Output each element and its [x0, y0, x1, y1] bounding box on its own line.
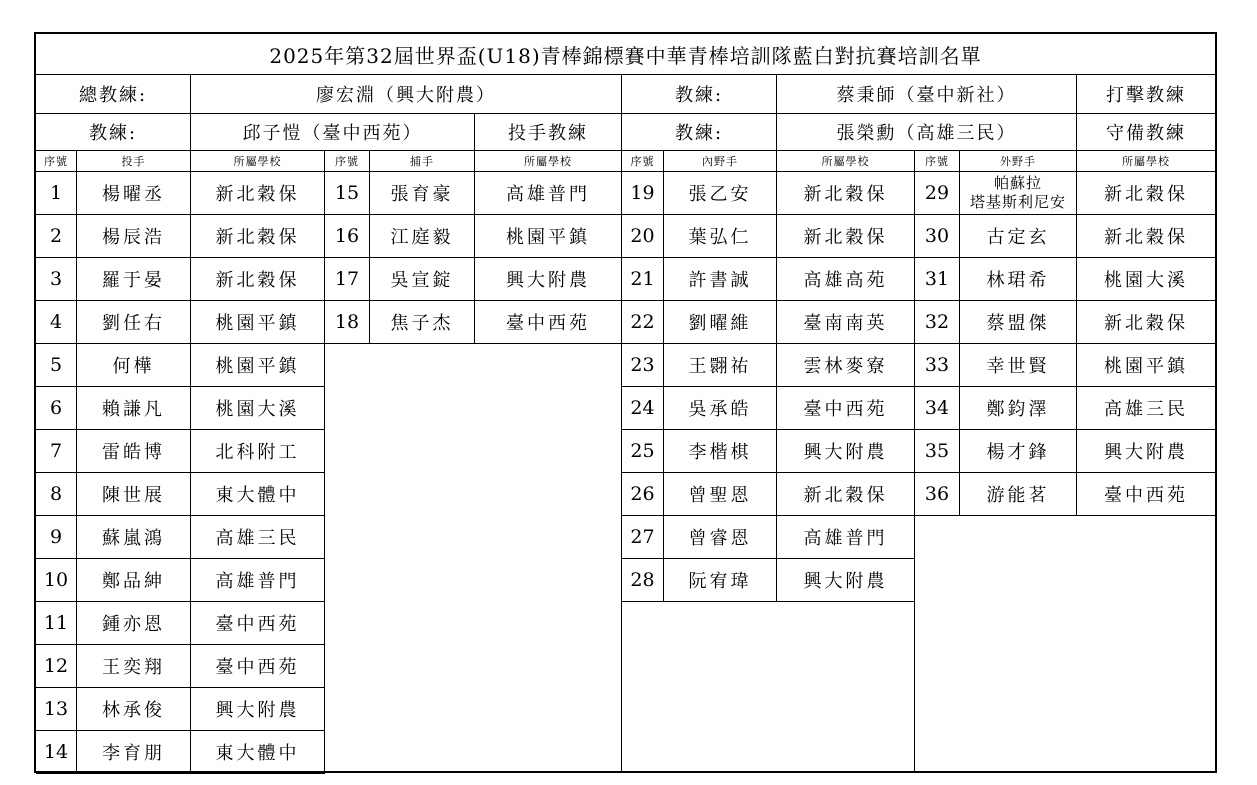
header-school: 所屬學校 [1077, 151, 1215, 172]
player-school: 興大附農 [475, 258, 622, 301]
player-number: 23 [622, 344, 664, 387]
player-name: 游能茗 [960, 473, 1077, 516]
player-number: 33 [915, 344, 960, 387]
player-number: 36 [915, 473, 960, 516]
player-school: 新北穀保 [191, 172, 325, 215]
header-pitchers: 投手 [77, 151, 191, 172]
roster-title: 2025年第32屆世界盃(U18)青棒錦標賽中華青棒培訓隊藍白對抗賽培訓名單 [36, 34, 1215, 75]
player-school: 桃園平鎮 [475, 215, 622, 258]
player-school: 高雄高苑 [777, 258, 915, 301]
player-school: 桃園大溪 [191, 387, 325, 430]
player-number: 1 [36, 172, 77, 215]
player-number: 4 [36, 301, 77, 344]
player-name: 張育豪 [370, 172, 475, 215]
player-school: 新北穀保 [1077, 172, 1215, 215]
header-school: 所屬學校 [191, 151, 325, 172]
player-name: 陳世展 [77, 473, 191, 516]
player-number: 5 [36, 344, 77, 387]
player-name: 江庭毅 [370, 215, 475, 258]
player-name: 雷皓博 [77, 430, 191, 473]
player-number: 10 [36, 559, 77, 602]
header-catchers: 捕手 [370, 151, 475, 172]
player-school: 新北穀保 [777, 473, 915, 516]
player-name: 焦子杰 [370, 301, 475, 344]
player-school: 臺南南英 [777, 301, 915, 344]
player-school: 桃園平鎮 [1077, 344, 1215, 387]
player-number: 25 [622, 430, 664, 473]
header-school: 所屬學校 [777, 151, 915, 172]
player-number: 7 [36, 430, 77, 473]
player-number: 21 [622, 258, 664, 301]
player-name: 古定玄 [960, 215, 1077, 258]
player-number: 29 [915, 172, 960, 215]
player-number: 8 [36, 473, 77, 516]
player-school: 興大附農 [1077, 430, 1215, 473]
coach-name: 邱子愷（臺中西苑） [191, 114, 475, 151]
player-name: 鍾亦恩 [77, 602, 191, 645]
player-number: 27 [622, 516, 664, 559]
player-name: 吳承皓 [664, 387, 777, 430]
player-school: 興大附農 [191, 688, 325, 731]
player-number: 16 [325, 215, 370, 258]
player-name: 楊辰浩 [77, 215, 191, 258]
coach-role: 守備教練 [1077, 114, 1215, 151]
player-school: 桃園平鎮 [191, 344, 325, 387]
player-school: 雲林麥寮 [777, 344, 915, 387]
player-name: 鄭鈞澤 [960, 387, 1077, 430]
player-name: 蔡盟傑 [960, 301, 1077, 344]
player-name: 楊才鋒 [960, 430, 1077, 473]
player-name: 賴謙凡 [77, 387, 191, 430]
player-name: 葉弘仁 [664, 215, 777, 258]
player-school: 臺中西苑 [1077, 473, 1215, 516]
player-number: 26 [622, 473, 664, 516]
player-name: 吳宣錠 [370, 258, 475, 301]
coach-label: 教練: [36, 114, 191, 151]
header-infielders: 內野手 [664, 151, 777, 172]
player-number: 14 [36, 731, 77, 774]
player-school: 臺中西苑 [777, 387, 915, 430]
player-number: 13 [36, 688, 77, 731]
player-name: 張乙安 [664, 172, 777, 215]
player-number: 9 [36, 516, 77, 559]
header-no: 序號 [36, 151, 77, 172]
player-school: 臺中西苑 [191, 645, 325, 688]
column-divider [914, 602, 915, 771]
player-school: 高雄普門 [475, 172, 622, 215]
coach-role: 打擊教練 [1077, 75, 1215, 114]
player-number: 6 [36, 387, 77, 430]
player-number: 32 [915, 301, 960, 344]
player-name: 曾睿恩 [664, 516, 777, 559]
player-school: 高雄三民 [1077, 387, 1215, 430]
player-number: 22 [622, 301, 664, 344]
player-name [960, 172, 1077, 215]
player-number: 28 [622, 559, 664, 602]
player-number: 17 [325, 258, 370, 301]
column-divider [324, 344, 325, 771]
coach-name: 蔡秉師（臺中新社） [777, 75, 1077, 114]
header-no: 序號 [325, 151, 370, 172]
player-school: 新北穀保 [1077, 215, 1215, 258]
player-school: 東大體中 [191, 473, 325, 516]
player-school: 興大附農 [777, 430, 915, 473]
player-name: 許書誠 [664, 258, 777, 301]
player-name: 蘇嵐鴻 [77, 516, 191, 559]
player-school: 桃園平鎮 [191, 301, 325, 344]
player-school: 新北穀保 [191, 258, 325, 301]
player-number: 30 [915, 215, 960, 258]
player-school: 桃園大溪 [1077, 258, 1215, 301]
player-school: 東大體中 [191, 731, 325, 774]
player-number: 35 [915, 430, 960, 473]
player-school: 北科附工 [191, 430, 325, 473]
coach-label: 教練: [622, 75, 777, 114]
player-name: 王奕翔 [77, 645, 191, 688]
player-name: 阮宥瑋 [664, 559, 777, 602]
header-outfielders: 外野手 [960, 151, 1077, 172]
player-number: 31 [915, 258, 960, 301]
player-number: 11 [36, 602, 77, 645]
coach-label: 教練: [622, 114, 777, 151]
player-name: 曾聖恩 [664, 473, 777, 516]
head-coach-label: 總教練: [36, 75, 191, 114]
player-school: 高雄普門 [191, 559, 325, 602]
head-coach-name: 廖宏淵（興大附農） [191, 75, 622, 114]
player-school: 新北穀保 [191, 215, 325, 258]
player-school: 臺中西苑 [191, 602, 325, 645]
player-name-line: 塔基斯利尼安 [969, 193, 1066, 211]
header-school: 所屬學校 [475, 151, 622, 172]
player-school: 新北穀保 [777, 215, 915, 258]
player-name: 劉任右 [77, 301, 191, 344]
player-number: 3 [36, 258, 77, 301]
player-number: 34 [915, 387, 960, 430]
coach-role: 投手教練 [475, 114, 622, 151]
player-name: 李楷棋 [664, 430, 777, 473]
player-name: 李育朋 [77, 731, 191, 774]
player-name: 何樺 [77, 344, 191, 387]
player-number: 15 [325, 172, 370, 215]
player-school: 臺中西苑 [475, 301, 622, 344]
header-no: 序號 [622, 151, 664, 172]
player-name: 楊曜丞 [77, 172, 191, 215]
player-school: 興大附農 [777, 559, 915, 602]
player-number: 18 [325, 301, 370, 344]
coach-name: 張榮勳（高雄三民） [777, 114, 1077, 151]
player-school: 新北穀保 [1077, 301, 1215, 344]
player-name: 王翾祐 [664, 344, 777, 387]
player-school: 高雄普門 [777, 516, 915, 559]
player-number: 2 [36, 215, 77, 258]
player-name: 林珺希 [960, 258, 1077, 301]
player-name: 鄭品紳 [77, 559, 191, 602]
column-divider [621, 344, 622, 771]
player-name-line: 帕蘇拉 [993, 174, 1042, 192]
player-school: 新北穀保 [777, 172, 915, 215]
player-name: 羅于晏 [77, 258, 191, 301]
player-name: 劉曜維 [664, 301, 777, 344]
roster-sheet [34, 32, 1217, 773]
header-no: 序號 [915, 151, 960, 172]
player-name: 幸世賢 [960, 344, 1077, 387]
player-number: 19 [622, 172, 664, 215]
player-school: 高雄三民 [191, 516, 325, 559]
player-number: 24 [622, 387, 664, 430]
player-number: 12 [36, 645, 77, 688]
player-name: 林承俊 [77, 688, 191, 731]
player-number: 20 [622, 215, 664, 258]
